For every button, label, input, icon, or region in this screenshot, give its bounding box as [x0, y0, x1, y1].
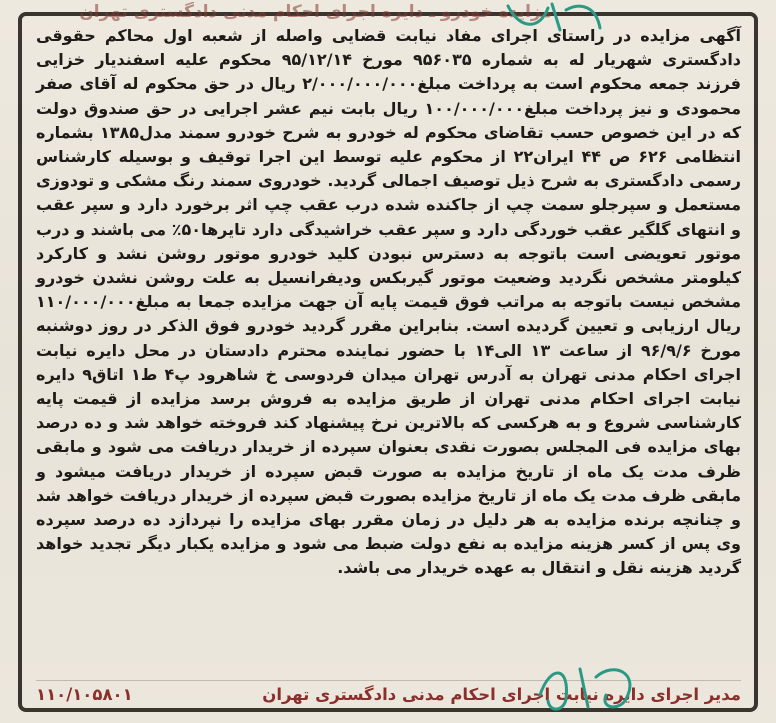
header-strip: مزایده خودرو ـ دایره اجرای احکام مدنی دادگستری تهران	[79, 2, 552, 22]
signature-line: مدیر اجرای دایره نیابت اجرای احکام مدنی دادگستری تهران	[262, 684, 741, 704]
reference-number: ۱۱۰/۱۰۵۸۰۱	[36, 684, 133, 704]
auction-notice-body: آگهی مزایده در راستای اجرای مفاد نیابت قضایی واصله از شعبه اول محاکم حقوقی دادگستری شهریار له به شماره ۹۵۶۰۳۵ مورخ ۹۵/۱۲/۱۴ محکوم علیه اسفندیار خزایی فرزند جمعه محکوم است به پرداخت مبلغ۲/۰۰۰/۰۰۰/۰۰۰ ریال در حق محکوم له آقای صفر محمودی و نیز پرداخت مبلغ۱۰۰/۰۰۰/۰۰۰ ریال بابت نیم عشر اجرایی در حق صندوق دولت که در این خصوص حسب تقاضای محکوم له خودرو به شرح خودرو سمند مدل۱۳۸۵ بشماره انتظامی ۶۲۶ ص ۴۴ ایران۲۲ از محکوم علیه توسط این اجرا توقیف و بوسیله کارشناس رسمی دادگستری به شرح ذیل توصیف اجمالی گردید. خودروی سمند رنگ مشکی و تودوزی مستعمل و سپرجلو سمت چپ از جاکنده شده درب عقب چپ اثر برخورد دارد و سپر عقب و انتهای گلگیر عقب خوردگی دارد و سپر عقب خراشیدگی دارد تایرها۵۰٪ می باشند و درب موتور تعویضی است باتوجه به دسترس نبودن کلید خودرو موتور روشن نشد و کارکرد کیلومتر مشخص نگردید وضعیت موتور گیربکس ودیفرانسیل به علت روشن نشدن خودرو مشخص نیست باتوجه به مراتب فوق قیمت پایه آن جهت مزایده جمعا به مبلغ۱۱۰/۰۰۰/۰۰۰ ریال ارزیابی و تعیین گردیده است. بنابراین مقرر گردید خودرو فوق الذکر در روز دوشنبه مورخ ۹۶/۹/۶ از ساعت ۱۳ الی۱۴ با حضور نماینده محترم دادستان در محل دایره نیابت اجرای احکام مدنی تهران به آدرس تهران میدان فردوسی خ شاهرود پ۴ ط۱ اتاق۹ دایره نیابت اجرای احکام مدنی تهران از طریق مزایده به فروش برسد مزایده از قیمت پایه کارشناسی شروع و به هرکسی که بالاترین نرخ پیشنهاد کند فروخته خواهد شد و ده درصد بهای مزایده فی المجلس بصورت نقدی بعنوان سپرده از خریدار دریافت می شود و مابقی ظرف مدت یک ماه از تاریخ مزایده به صورت قبض سپرده از خریدار دریافت میشود و مابقی ظرف مدت یک ماه از تاریخ مزایده بصورت قبض سپرده از خریدار دریافت خواهد شد و چنانچه برنده مزایده به هر دلیل در زمان مقرر بهای مزایده را نپردازد ده درصد سپرده وی پس از کسر هزینه مزایده به نفع دولت ضبط می شود و مزایده یکبار دیگر تجدید خواهد گردید هزینه نقل و انتقال به عهده خریدار می باشد.	[36, 26, 742, 578]
notice-border	[18, 2, 758, 712]
notice-footer	[36, 680, 741, 707]
